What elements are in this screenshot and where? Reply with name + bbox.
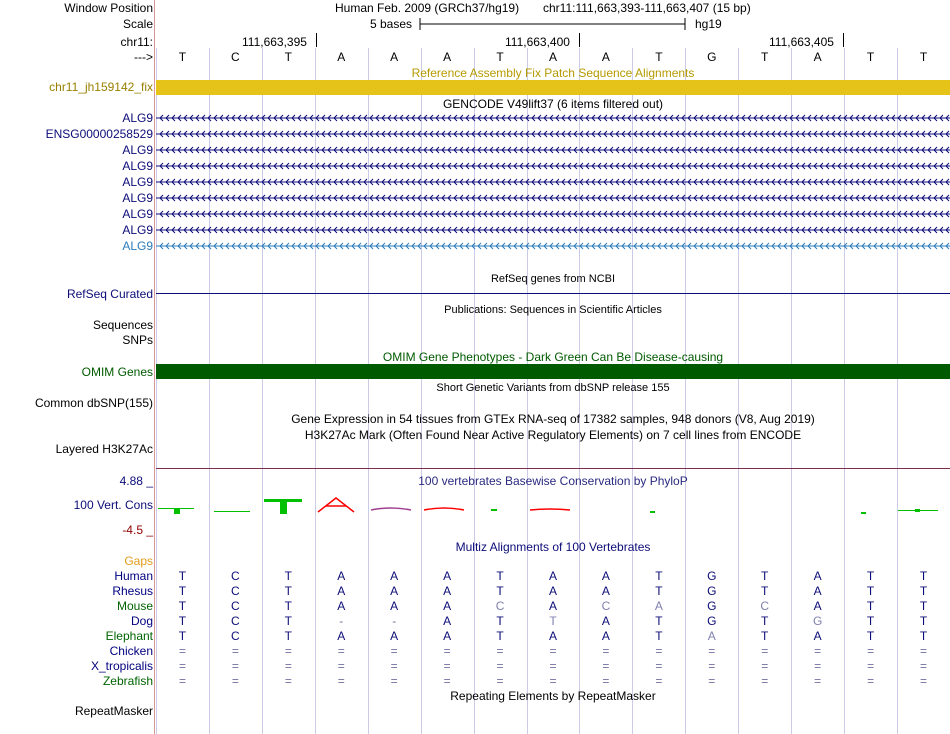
species-label[interactable]: Human <box>114 569 153 583</box>
alignment-base: = <box>178 644 186 658</box>
fix-patch-bar[interactable] <box>156 80 950 95</box>
alignment-base: = <box>443 659 451 673</box>
gencode-item-label[interactable]: ALG9 <box>122 223 153 237</box>
alignment-base: T <box>496 584 504 598</box>
gencode-transcript[interactable] <box>156 225 950 235</box>
repeatmasker-title: Repeating Elements by RepeatMasker <box>450 689 656 703</box>
alignment-base: = <box>231 659 239 673</box>
assembly-name: Human Feb. 2009 (GRCh37/hg19) <box>335 1 520 15</box>
alignment-base: T <box>284 629 292 643</box>
alignment-base: = <box>284 674 292 688</box>
alignment-base: A <box>390 629 399 643</box>
alignment-base: T <box>919 584 928 598</box>
coord-tick-label: 111,663,400 <box>505 35 570 49</box>
alignment-base: = <box>920 674 928 688</box>
scale-text: 5 bases <box>370 17 413 31</box>
omim-label[interactable]: OMIM Genes <box>81 365 153 379</box>
multiz-title: Multiz Alignments of 100 Vertebrates <box>455 540 651 554</box>
alignment-base: A <box>813 629 822 643</box>
alignment-base: T <box>919 629 928 643</box>
gencode-transcript[interactable] <box>156 193 950 203</box>
coord-tick <box>843 33 844 47</box>
alignment-base: A <box>443 629 452 643</box>
alignment-base: G <box>707 614 717 628</box>
alignment-base: T <box>284 569 292 583</box>
alignment-base: A <box>548 629 557 643</box>
alignment-base: = <box>920 644 928 658</box>
alignment-base: T <box>496 569 504 583</box>
fix-patch-label[interactable]: chr11_jh159142_fix <box>49 80 153 94</box>
alignment-base: A <box>337 569 346 583</box>
sequence-base: A <box>548 50 557 64</box>
phylop-graph[interactable] <box>156 490 950 520</box>
alignment-base: C <box>495 599 505 613</box>
alignment-base: T <box>919 569 928 583</box>
species-label[interactable]: Rhesus <box>112 584 153 598</box>
repeatmasker-label[interactable]: RepeatMasker <box>74 704 153 718</box>
alignment-base: = <box>496 674 504 688</box>
alignment-base: T <box>284 614 292 628</box>
coord-tick <box>579 33 580 47</box>
alignment-base: A <box>337 629 346 643</box>
sequences-label[interactable]: Sequences <box>92 318 153 332</box>
alignment-base: C <box>231 614 240 628</box>
h3k27ac-title: H3K27Ac Mark (Often Found Near Active Regulatory Elements) on 7 cell lines from ENCODE <box>304 428 802 442</box>
sequence-base: T <box>284 50 292 64</box>
alignment-base: = <box>496 644 504 658</box>
phylop-bar <box>915 509 920 512</box>
alignment-base: = <box>655 659 663 673</box>
strand-label: ---> <box>134 50 153 64</box>
phylop-shape <box>371 508 411 510</box>
alignment-base: G <box>812 614 823 628</box>
sequence-base: A <box>813 50 822 64</box>
species-label[interactable]: Chicken <box>109 644 153 658</box>
alignment-base: T <box>178 569 187 583</box>
alignment-base: = <box>496 659 504 673</box>
alignment-base: = <box>443 644 451 658</box>
alignment-base: C <box>231 599 240 613</box>
alignment-base: - <box>392 614 397 628</box>
gencode-item-label[interactable]: ALG9 <box>122 239 153 253</box>
alignment-base: = <box>337 674 345 688</box>
gencode-transcript[interactable] <box>156 161 950 171</box>
alignment-base: T <box>761 569 769 583</box>
phylop-bar <box>174 508 180 514</box>
alignment-base: = <box>178 674 186 688</box>
species-label[interactable]: Dog <box>130 614 153 628</box>
alignment-base: T <box>919 599 928 613</box>
alignment-base: = <box>708 674 716 688</box>
gencode-item-label[interactable]: ALG9 <box>122 111 153 125</box>
alignment-base: T <box>655 569 663 583</box>
scale-bar <box>419 17 687 31</box>
alignment-base: A <box>443 569 452 583</box>
phylop-bar <box>214 511 250 512</box>
alignment-base: A <box>443 599 452 613</box>
alignment-base: = <box>867 659 875 673</box>
alignment-base: C <box>231 584 240 598</box>
alignment-base: C <box>760 599 770 613</box>
alignment-base: A <box>443 584 452 598</box>
phylop-bar <box>491 509 497 511</box>
alignment-base: T <box>655 584 663 598</box>
alignment-base: T <box>178 599 187 613</box>
alignment-base: T <box>919 614 928 628</box>
gencode-transcript[interactable] <box>156 145 950 155</box>
sequence-base: C <box>231 50 240 64</box>
alignment-base: = <box>708 644 716 658</box>
alignment-base: T <box>655 629 663 643</box>
phylop-bar <box>280 501 287 514</box>
alignment-base: T <box>284 584 292 598</box>
alignment-base: = <box>549 674 557 688</box>
alignment-base: = <box>920 659 928 673</box>
alignment-base: = <box>549 644 557 658</box>
alignment-base: T <box>178 614 187 628</box>
alignment-base: A <box>337 584 346 598</box>
gtex-title: Gene Expression in 54 tissues from GTEx RNA-seq of 17382 samples, 948 donors (V8, Aug 2019) <box>291 412 815 426</box>
alignment-base: = <box>337 644 345 658</box>
alignment-base: A <box>601 614 610 628</box>
gencode-item-label[interactable]: ALG9 <box>122 175 153 189</box>
gencode-transcript[interactable] <box>156 113 950 123</box>
alignment-base: = <box>867 674 875 688</box>
alignment-base: T <box>496 629 504 643</box>
alignment-base: C <box>601 599 611 613</box>
sequence-base: A <box>337 50 346 64</box>
window-position-value[interactable]: chr11:111,663,393-111,663,407 (15 bp) <box>543 1 751 15</box>
alignment-base: A <box>390 584 399 598</box>
alignment-base: = <box>284 644 292 658</box>
dbsnp-label[interactable]: Common dbSNP(155) <box>34 396 153 410</box>
gencode-transcript[interactable] <box>156 177 950 187</box>
snps-label[interactable]: SNPs <box>122 333 153 347</box>
gencode-transcript[interactable] <box>156 209 950 219</box>
alignment-base: T <box>761 584 769 598</box>
coord-tick <box>316 33 317 47</box>
sequence-base: A <box>390 50 399 64</box>
dbsnp-title: Short Genetic Variants from dbSNP release 155 <box>436 382 670 394</box>
phylop-shape <box>424 508 464 510</box>
gencode-item-label[interactable]: ALG9 <box>122 207 153 221</box>
phylop-bar <box>650 511 655 513</box>
alignment-base: T <box>761 614 769 628</box>
fix-patch-title: Reference Assembly Fix Patch Sequence Alignments <box>411 66 695 80</box>
alignment-base: = <box>814 644 822 658</box>
alignment-base: A <box>443 614 452 628</box>
alignment-base: = <box>231 674 239 688</box>
sequence-base: T <box>866 50 875 64</box>
window-position-label: Window Position <box>64 1 153 15</box>
coord-tick-label: 111,663,405 <box>769 35 834 49</box>
alignment-base: T <box>761 629 769 643</box>
alignment-base: A <box>601 629 610 643</box>
gencode-item-label[interactable]: ALG9 <box>122 191 153 205</box>
phylop-bar <box>861 512 866 514</box>
alignment-base: A <box>654 599 663 613</box>
alignment-base: A <box>548 569 557 583</box>
phylop-label[interactable]: 100 Vert. Cons <box>73 498 153 512</box>
alignment-base: G <box>707 584 717 598</box>
sequence-base: T <box>496 50 504 64</box>
species-label[interactable]: Mouse <box>116 599 153 613</box>
coord-tick-label: 111,663,395 <box>242 35 307 49</box>
alignment-base: A <box>337 599 346 613</box>
alignment-base: = <box>390 674 398 688</box>
alignment-base: A <box>813 599 822 613</box>
scale-db: hg19 <box>695 17 722 31</box>
alignment-base: = <box>602 674 610 688</box>
alignment-base: = <box>390 644 398 658</box>
species-label[interactable]: Elephant <box>105 629 153 643</box>
alignment-base: = <box>708 659 716 673</box>
alignment-base: G <box>707 599 717 613</box>
alignment-base: = <box>761 659 769 673</box>
phylop-shape <box>530 509 570 510</box>
gencode-title: GENCODE V49lift37 (6 items filtered out) <box>442 97 664 111</box>
refseq-label[interactable]: RefSeq Curated <box>66 287 153 301</box>
refseq-title: RefSeq genes from NCBI <box>490 273 616 285</box>
phylop-top-border <box>156 468 950 469</box>
alignment-base: T <box>178 584 187 598</box>
gencode-item-label[interactable]: ALG9 <box>122 159 153 173</box>
sequence-base: A <box>443 50 452 64</box>
alignment-base: = <box>814 674 822 688</box>
gencode-transcript[interactable] <box>156 129 950 139</box>
alignment-base: A <box>813 584 822 598</box>
alignment-base: A <box>548 599 557 613</box>
phylop-min-label: -4.5 _ <box>122 523 153 537</box>
sequence-base: T <box>655 50 663 64</box>
gencode-item-label[interactable]: ENSG00000258529 <box>45 127 153 141</box>
h3k27ac-label[interactable]: Layered H3K27Ac <box>55 442 153 456</box>
alignment-base: T <box>178 629 187 643</box>
alignment-base: C <box>231 629 240 643</box>
alignment-base: A <box>813 569 822 583</box>
alignment-base: = <box>761 644 769 658</box>
alignment-base: = <box>443 674 451 688</box>
alignment-base: A <box>707 629 716 643</box>
alignment-base: A <box>390 599 399 613</box>
alignment-base: = <box>655 674 663 688</box>
alignment-base: T <box>866 584 875 598</box>
alignment-base: = <box>602 659 610 673</box>
alignment-base: C <box>231 569 240 583</box>
alignment-base: - <box>339 614 344 628</box>
gaps-label: Gaps <box>124 554 153 568</box>
refseq-gene-line[interactable] <box>156 293 950 294</box>
alignment-base: = <box>549 659 557 673</box>
sequence-base: G <box>707 50 717 64</box>
alignment-base: T <box>866 629 875 643</box>
alignment-base: T <box>549 614 557 628</box>
alignment-base: = <box>655 644 663 658</box>
alignment-base: T <box>866 614 875 628</box>
sequence-base: T <box>178 50 187 64</box>
alignment-base: = <box>390 659 398 673</box>
alignment-base: = <box>178 659 186 673</box>
scale-label: Scale <box>122 17 153 31</box>
phylop-shape <box>318 498 354 512</box>
sequence-base: T <box>761 50 769 64</box>
alignment-base: = <box>761 674 769 688</box>
alignment-base: = <box>867 644 875 658</box>
sequence-base: A <box>601 50 610 64</box>
publications-title: Publications: Sequences in Scientific Articles <box>444 304 662 316</box>
omim-title: OMIM Gene Phenotypes - Dark Green Can Be Disease-causing <box>382 350 724 364</box>
alignment-base: A <box>390 569 399 583</box>
alignment-base: T <box>655 614 663 628</box>
alignment-base: A <box>601 584 610 598</box>
omim-bar[interactable] <box>156 364 950 379</box>
alignment-base: = <box>602 644 610 658</box>
chrom-label: chr11: <box>120 35 153 49</box>
gencode-transcript[interactable] <box>156 241 950 251</box>
alignment-base: = <box>337 659 345 673</box>
sequence-base: T <box>919 50 928 64</box>
alignment-base: T <box>866 599 875 613</box>
alignment-base: A <box>548 584 557 598</box>
alignment-base: A <box>601 569 610 583</box>
alignment-base: T <box>496 614 504 628</box>
alignment-base: = <box>814 659 822 673</box>
alignment-base: = <box>231 644 239 658</box>
alignment-base: T <box>866 569 875 583</box>
alignment-base: = <box>284 659 292 673</box>
phylop-title: 100 vertebrates Basewise Conservation by PhyloP <box>418 474 688 488</box>
species-label[interactable]: Zebrafish <box>102 674 153 688</box>
phylop-max-label: 4.88 _ <box>119 474 153 488</box>
alignment-base: G <box>707 569 717 583</box>
alignment-base: T <box>284 599 292 613</box>
gencode-item-label[interactable]: ALG9 <box>122 143 153 157</box>
species-label[interactable]: X_tropicalis <box>90 659 153 673</box>
